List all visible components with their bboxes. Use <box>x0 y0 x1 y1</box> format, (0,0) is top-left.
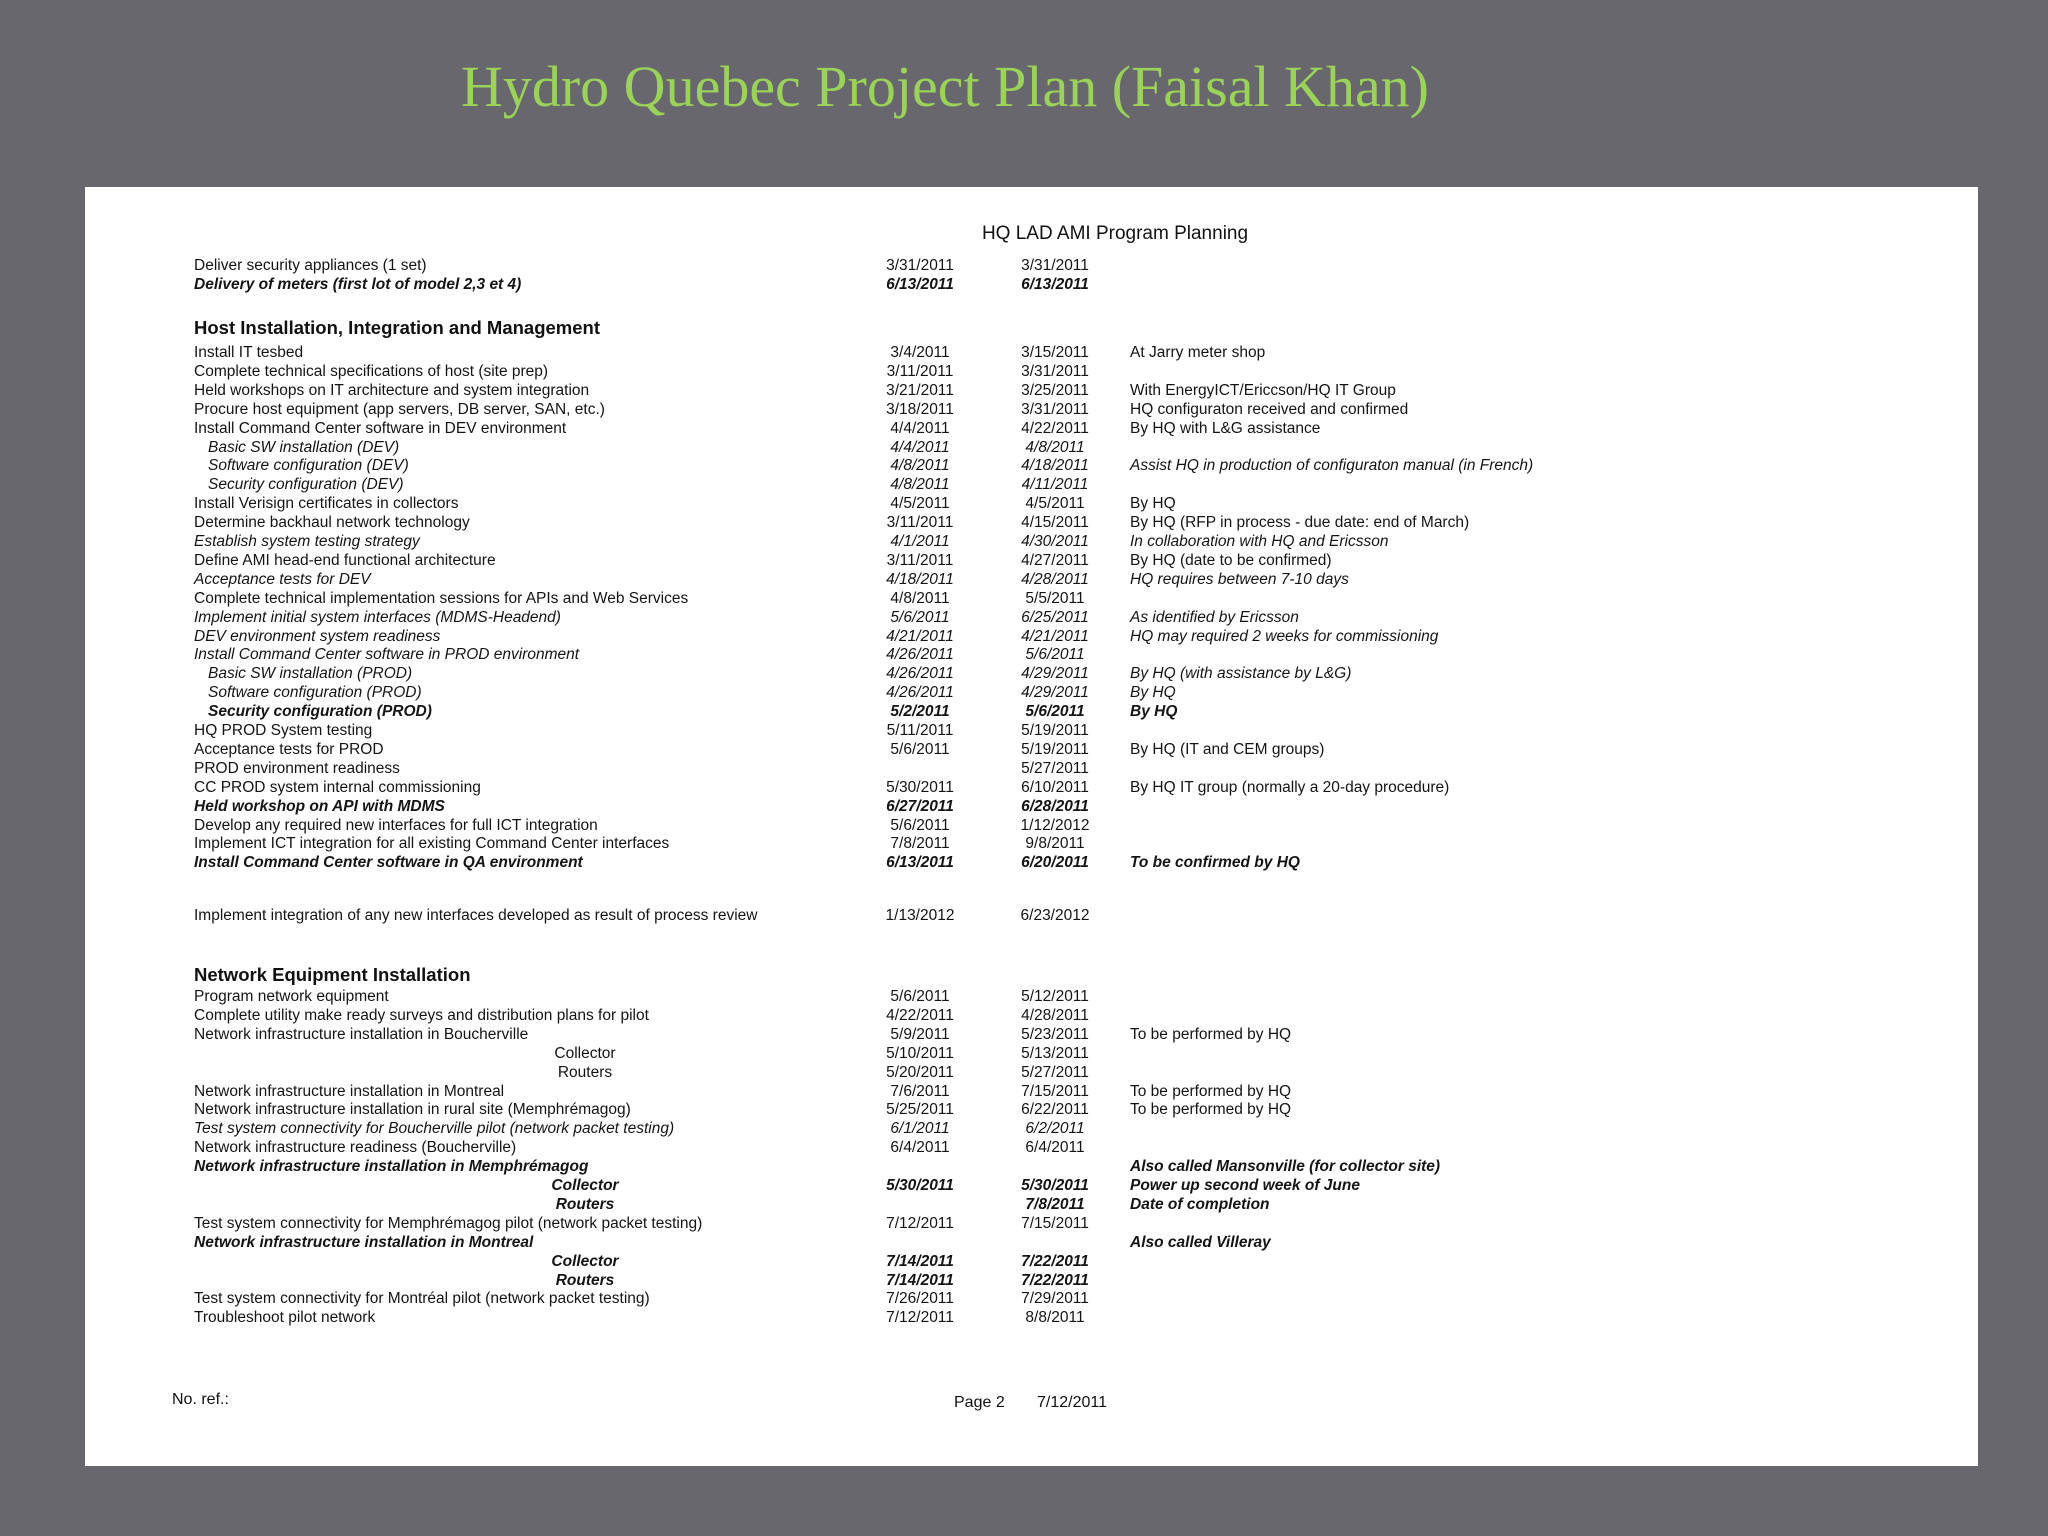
start-date: 3/11/2011 <box>886 514 954 532</box>
task-name: Install Command Center software in PROD environment <box>194 646 580 664</box>
task-note: Also called Mansonville (for collector site) <box>1130 1158 1441 1176</box>
task-note: HQ may required 2 weeks for commissioning <box>1130 627 1439 645</box>
start-date: 5/20/2011 <box>886 1063 954 1081</box>
start-date: 6/1/2011 <box>890 1120 950 1138</box>
end-date: 5/27/2011 <box>1021 759 1089 777</box>
end-date: 6/20/2011 <box>1021 854 1089 872</box>
end-date: 3/31/2011 <box>1021 400 1089 418</box>
start-date: 7/12/2011 <box>886 1309 954 1327</box>
task-name: Basic SW installation (PROD) <box>208 665 413 683</box>
start-date: 6/27/2011 <box>886 797 954 815</box>
end-date: 4/5/2011 <box>1025 495 1085 513</box>
start-date: 5/6/2011 <box>890 608 950 626</box>
start-date: 7/6/2011 <box>890 1082 950 1100</box>
end-date: 7/29/2011 <box>1021 1290 1089 1308</box>
end-date: 7/15/2011 <box>1021 1082 1089 1100</box>
task-name: Program network equipment <box>194 988 389 1005</box>
task-name: Procure host equipment (app servers, DB server, SAN, etc.) <box>194 400 605 418</box>
task-name: Held workshop on API with MDMS <box>194 797 445 815</box>
start-date: 4/8/2011 <box>890 589 950 607</box>
task-name: Routers <box>555 1271 615 1289</box>
start-date: 1/13/2012 <box>885 907 955 924</box>
task-name: Collector <box>554 1044 616 1062</box>
start-date: 4/8/2011 <box>890 476 950 494</box>
task-note: To be performed by HQ <box>1130 1082 1292 1100</box>
start-date: 5/2/2011 <box>890 703 950 721</box>
start-date: 7/14/2011 <box>886 1271 954 1289</box>
task-name: Test system connectivity for Boucherville pilot (network packet testing) <box>194 1120 675 1138</box>
task-note: As identified by Ericsson <box>1130 608 1299 626</box>
end-date: 4/30/2011 <box>1021 533 1089 550</box>
task-name: Delivery of meters (first lot of model 2,3 et 4) <box>194 275 522 293</box>
start-date: 4/26/2011 <box>886 684 954 702</box>
task-note: Power up second week of June <box>1130 1177 1360 1194</box>
document-page <box>85 187 1978 1466</box>
end-date: 4/29/2011 <box>1021 665 1089 683</box>
task-note: Date of completion <box>1130 1195 1270 1213</box>
end-date: 3/31/2011 <box>1021 257 1089 274</box>
task-name: Install Command Center software in DEV environment <box>194 419 567 437</box>
task-note: By HQ <box>1130 684 1176 702</box>
start-date: 6/13/2011 <box>886 275 954 293</box>
footer-date: 7/12/2011 <box>1037 1394 1107 1411</box>
start-date: 5/9/2011 <box>890 1025 950 1043</box>
task-name: Complete utility make ready surveys and distribution plans for pilot <box>194 1006 649 1024</box>
task-name: Network infrastructure installation in Boucherville <box>194 1025 529 1043</box>
task-name: Define AMI head-end functional architecture <box>194 551 496 569</box>
start-date: 3/31/2011 <box>886 257 954 274</box>
end-date: 7/22/2011 <box>1021 1252 1089 1270</box>
end-date: 5/12/2011 <box>1021 988 1089 1005</box>
end-date: 6/10/2011 <box>1021 778 1089 796</box>
start-date: 5/30/2011 <box>886 1177 954 1194</box>
start-date: 7/14/2011 <box>886 1252 954 1270</box>
start-date: 4/5/2011 <box>890 495 950 513</box>
task-name: Develop any required new interfaces for full ICT integration <box>194 816 598 834</box>
end-date: 5/13/2011 <box>1021 1044 1089 1062</box>
end-date: 7/15/2011 <box>1021 1214 1089 1232</box>
footer-reference: No. ref.: <box>172 1391 229 1408</box>
task-name: Acceptance tests for PROD <box>194 740 384 758</box>
start-date: 6/4/2011 <box>890 1139 950 1157</box>
end-date: 4/18/2011 <box>1021 457 1089 475</box>
end-date: 7/8/2011 <box>1025 1195 1085 1213</box>
task-name: Troubleshoot pilot network <box>194 1309 376 1327</box>
end-date: 6/28/2011 <box>1021 797 1089 815</box>
task-name: Routers <box>557 1063 613 1081</box>
task-name: Install Verisign certificates in collectors <box>194 495 459 513</box>
task-name: Acceptance tests for DEV <box>194 570 371 588</box>
end-date: 8/8/2011 <box>1025 1309 1085 1327</box>
task-name: Implement initial system interfaces (MDMS-Headend) <box>194 608 561 626</box>
task-name: Network infrastructure installation in Montreal <box>194 1233 534 1251</box>
start-date: 5/11/2011 <box>886 722 954 739</box>
end-date: 4/28/2011 <box>1021 570 1089 588</box>
task-name: Network infrastructure installation in rural site (Memphrémagog) <box>194 1101 631 1119</box>
end-date: 6/23/2012 <box>1020 907 1090 924</box>
start-date: 5/30/2011 <box>886 778 954 796</box>
end-date: 5/6/2011 <box>1025 646 1085 664</box>
start-date: 3/11/2011 <box>886 362 954 380</box>
start-date: 4/8/2011 <box>890 457 950 475</box>
start-date: 4/1/2011 <box>890 533 950 550</box>
task-note: HQ requires between 7-10 days <box>1130 570 1349 588</box>
task-name: Network infrastructure readiness (Boucherville) <box>194 1139 517 1157</box>
task-note: By HQ (with assistance by L&G) <box>1130 665 1352 683</box>
start-date: 5/6/2011 <box>890 816 950 834</box>
end-date: 6/4/2011 <box>1025 1139 1085 1157</box>
task-name: HQ PROD System testing <box>194 722 373 739</box>
end-date: 1/12/2012 <box>1020 816 1090 834</box>
start-date: 5/6/2011 <box>890 988 950 1005</box>
task-note: Also called Villeray <box>1130 1233 1271 1251</box>
task-name: Install IT tesbed <box>194 344 304 361</box>
end-date: 5/23/2011 <box>1021 1025 1089 1043</box>
task-note: By HQ (RFP in process - due date: end of March) <box>1130 514 1470 532</box>
task-name: Deliver security appliances (1 set) <box>194 257 427 274</box>
task-name: Implement ICT integration for all existing Command Center interfaces <box>194 835 670 853</box>
task-note: At Jarry meter shop <box>1130 344 1266 361</box>
end-date: 4/15/2011 <box>1021 514 1089 532</box>
task-note: HQ configuraton received and confirmed <box>1130 400 1409 418</box>
task-note: By HQ IT group (normally a 20-day procedure) <box>1130 778 1450 796</box>
end-date: 4/28/2011 <box>1021 1006 1089 1024</box>
task-note: To be performed by HQ <box>1130 1101 1292 1119</box>
start-date: 3/4/2011 <box>890 344 950 361</box>
start-date: 4/4/2011 <box>890 419 950 437</box>
start-date: 4/22/2011 <box>886 1006 954 1024</box>
task-name: Complete technical specifications of host (site prep) <box>194 362 549 380</box>
task-name: Determine backhaul network technology <box>194 514 470 532</box>
task-note: To be performed by HQ <box>1130 1025 1292 1043</box>
task-note: In collaboration with HQ and Ericsson <box>1130 533 1389 550</box>
start-date: 5/25/2011 <box>886 1101 954 1119</box>
start-date: 3/11/2011 <box>886 551 954 569</box>
task-note: To be confirmed by HQ <box>1130 854 1300 872</box>
end-date: 6/22/2011 <box>1021 1101 1089 1119</box>
task-name: Establish system testing strategy <box>194 533 420 550</box>
end-date: 5/6/2011 <box>1025 703 1085 721</box>
end-date: 5/19/2011 <box>1021 740 1089 758</box>
end-date: 4/29/2011 <box>1021 684 1089 702</box>
task-name: Software configuration (DEV) <box>208 457 409 475</box>
end-date: 4/8/2011 <box>1025 438 1085 456</box>
end-date: 6/13/2011 <box>1021 275 1089 293</box>
end-date: 7/22/2011 <box>1021 1271 1089 1289</box>
task-note: By HQ with L&G assistance <box>1130 419 1321 437</box>
task-name: PROD environment readiness <box>194 759 400 777</box>
start-date: 3/18/2011 <box>886 400 954 418</box>
end-date: 9/8/2011 <box>1025 835 1085 853</box>
end-date: 4/27/2011 <box>1021 551 1089 569</box>
start-date: 6/13/2011 <box>886 854 954 872</box>
start-date: 5/6/2011 <box>890 740 950 758</box>
task-note: By HQ (IT and CEM groups) <box>1130 740 1325 758</box>
task-name: Routers <box>555 1195 615 1213</box>
end-date: 4/21/2011 <box>1021 627 1089 645</box>
section-title-network: Network Equipment Installation <box>194 964 471 985</box>
document-heading: HQ LAD AMI Program Planning <box>981 223 1249 244</box>
task-note: By HQ (date to be confirmed) <box>1130 551 1332 569</box>
task-name: Implement integration of any new interfaces developed as result of process review <box>194 907 758 924</box>
task-name: Test system connectivity for Montréal pilot (network packet testing) <box>194 1290 650 1308</box>
end-date: 5/19/2011 <box>1021 722 1089 739</box>
start-date: 4/4/2011 <box>890 438 950 456</box>
task-name: DEV environment system readiness <box>194 627 441 645</box>
end-date: 4/22/2011 <box>1021 419 1089 437</box>
section-title-host: Host Installation, Integration and Management <box>194 317 601 338</box>
task-name: Basic SW installation (DEV) <box>208 438 400 456</box>
task-note: By HQ <box>1130 495 1176 513</box>
end-date: 6/2/2011 <box>1025 1120 1085 1138</box>
end-date: 5/27/2011 <box>1021 1063 1089 1081</box>
task-name: CC PROD system internal commissioning <box>194 778 481 796</box>
end-date: 3/31/2011 <box>1021 362 1089 380</box>
end-date: 3/25/2011 <box>1021 381 1089 399</box>
end-date: 3/15/2011 <box>1021 344 1089 361</box>
start-date: 3/21/2011 <box>886 381 954 399</box>
task-name: Security configuration (DEV) <box>208 476 404 494</box>
slide-title: Hydro Quebec Project Plan (Faisal Khan) <box>460 54 1430 119</box>
footer-page-number: Page 2 <box>954 1394 1005 1411</box>
task-note: By HQ <box>1130 703 1178 721</box>
task-name: Complete technical implementation sessions for APIs and Web Services <box>194 589 689 607</box>
task-name: Test system connectivity for Memphrémagog pilot (network packet testing) <box>194 1214 703 1232</box>
task-name: Network infrastructure installation in Memphrémagog <box>194 1158 589 1176</box>
task-name: Network infrastructure installation in Montreal <box>194 1082 505 1100</box>
start-date: 4/26/2011 <box>886 646 954 664</box>
start-date: 7/12/2011 <box>886 1214 954 1232</box>
task-note: Assist HQ in production of configuraton manual (in French) <box>1130 457 1534 475</box>
start-date: 5/10/2011 <box>886 1044 954 1062</box>
end-date: 5/5/2011 <box>1025 589 1085 607</box>
task-note: With EnergyICT/Ericcson/HQ IT Group <box>1130 381 1396 399</box>
end-date: 6/25/2011 <box>1021 608 1089 626</box>
task-name: Collector <box>551 1177 619 1194</box>
start-date: 4/18/2011 <box>886 570 954 588</box>
task-name: Security configuration (PROD) <box>208 703 432 721</box>
task-name: Held workshops on IT architecture and system integration <box>194 381 590 399</box>
task-name: Software configuration (PROD) <box>208 684 422 702</box>
start-date: 4/21/2011 <box>886 627 954 645</box>
start-date: 4/26/2011 <box>886 665 954 683</box>
end-date: 5/30/2011 <box>1021 1177 1089 1194</box>
task-name: Install Command Center software in QA environment <box>194 854 583 872</box>
end-date: 4/11/2011 <box>1021 476 1089 494</box>
start-date: 7/26/2011 <box>886 1290 954 1308</box>
start-date: 7/8/2011 <box>890 835 950 853</box>
task-name: Collector <box>551 1252 619 1270</box>
